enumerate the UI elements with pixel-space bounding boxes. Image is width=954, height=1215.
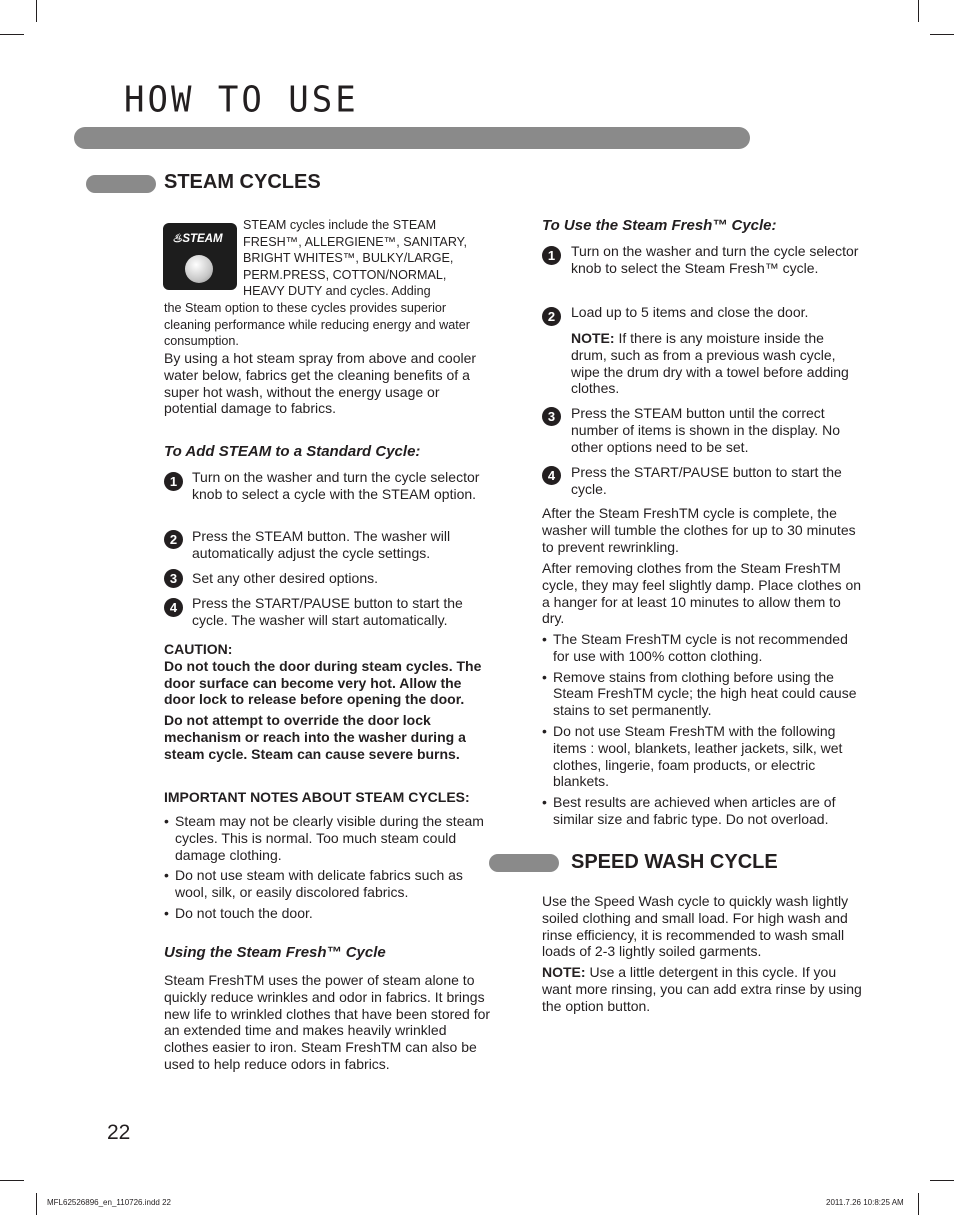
note-label: NOTE: [571, 330, 615, 346]
caution-text-2: Do not attempt to override the door lock mechanism or reach into the washer during a steam cycle. Steam can cause severe burns. [164, 712, 466, 762]
intro-line: PERM.PRESS, COTTON/NORMAL, [243, 267, 447, 282]
steam-fresh-subtitle: Using the Steam Fresh™ Cycle [164, 944, 386, 961]
speed-wash-note [542, 964, 862, 1014]
step-number: 2 [542, 307, 561, 326]
list-item: • Steam may not be clearly visible during the steam cycles. This is normal. Too much steam could damage clothing. [164, 813, 484, 863]
page-number: 22 [107, 1121, 131, 1144]
fresh-step-4: Press the START/PAUSE button to start the cycle. [571, 464, 842, 497]
speed-wash-paragraph: Use the Speed Wash cycle to quickly wash lightly soiled clothing and small load. For high wash and rinse efficiency, it is recommended to wash small loads of 2-3 lightly soiled garments. [542, 893, 849, 960]
add-step-4: Press the START/PAUSE button to start the cycle. The washer will start automatically. [192, 595, 463, 628]
speed-wash-title: SPEED WASH CYCLE [571, 851, 778, 873]
fresh-after-1: After the Steam FreshTM cycle is complete, the washer will tumble the clothes for up to 30 minutes to prevent rewrinkling. [542, 505, 856, 555]
crop-mark [930, 34, 954, 35]
header-bar [74, 127, 750, 149]
intro-line: STEAM cycles include the STEAM [243, 218, 437, 232]
intro-line: HEAVY DUTY and cycles. Adding [243, 284, 431, 298]
steam-fresh-paragraph: Steam FreshTM uses the power of steam alone to quickly reduce wrinkles and odor in fabrics. It brings new life to wrinkled clothes that have been stored for an extended time and makes heavily wrinkled clothes easier to iron. Steam FreshTM can also be used to help reduce odors in fabrics. [164, 972, 491, 1072]
fresh-step-2: Load up to 5 items and close the door. [571, 304, 809, 320]
step-number: 4 [542, 466, 561, 485]
section-pill [86, 175, 156, 193]
fresh-bullets [542, 631, 866, 828]
list-item: • Do not use steam with delicate fabrics such as wool, silk, or easily discolored fabrics. [164, 867, 484, 901]
steam-intro-lines [243, 217, 488, 300]
add-step-2: Press the STEAM button. The washer will automatically adjust the cycle settings. [192, 528, 451, 561]
note-label: NOTE: [542, 964, 586, 980]
section-pill [489, 854, 559, 872]
crop-mark [0, 34, 24, 35]
crop-mark [36, 0, 37, 22]
use-steam-fresh-subtitle: To Use the Steam Fresh™ Cycle: [542, 217, 777, 234]
caution-label: CAUTION: [164, 641, 233, 657]
add-step-3: Set any other desired options. [192, 570, 379, 586]
step-number: 2 [164, 530, 183, 549]
footer-timestamp: 2011.7.26 10:8:25 AM [826, 1198, 904, 1207]
important-notes-list [164, 813, 484, 922]
step-number: 4 [164, 598, 183, 617]
caution-text: Do not touch the door during steam cycles. The door surface can become very hot. Allow the door lock to release before opening the door. [164, 657, 482, 708]
crop-mark [0, 1180, 24, 1181]
fresh-step-3: Press the STEAM button until the correct number of items is shown in the display. No other options need to be set. [571, 405, 840, 455]
step-number: 3 [164, 569, 183, 588]
note-text: If there is any moisture inside the drum, such as from a previous wash cycle, wipe the drum dry with a towel before adding clothes. [571, 330, 849, 397]
intro-line: FRESH™, ALLERGIENE™, SANITARY, [243, 234, 467, 249]
fresh-step-1: Turn on the washer and turn the cycle selector knob to select the Steam Fresh™ cycle. [571, 243, 859, 276]
steam-button-icon [185, 255, 213, 283]
steam-paragraph: By using a hot steam spray from above and cooler water below, fabrics get the cleaning benefits of a super hot wash, without the energy usage or potential damage to fabrics. [164, 350, 477, 417]
fresh-after-2: After removing clothes from the Steam FreshTM cycle, they may feel slightly damp. Place clothes on a hanger for at least 10 minutes to allow them to dry. [542, 560, 862, 627]
steam-intro-continued: the Steam option to these cycles provides superior cleaning performance while reducing energy and water consumption. [164, 301, 470, 348]
list-item: • Remove stains from clothing before using the Steam FreshTM cycle; the high heat could cause stains to set permanently. [542, 669, 866, 719]
steam-panel-label: ♨STEAM [172, 233, 223, 245]
fresh-note [571, 330, 861, 397]
add-steam-subtitle: To Add STEAM to a Standard Cycle: [164, 443, 421, 460]
list-item: • Best results are achieved when articles are of similar size and fabric type. Do not overload. [542, 794, 866, 828]
intro-line: BRIGHT WHITES™, BULKY/LARGE, [243, 251, 454, 265]
step-number: 1 [542, 246, 561, 265]
list-item: • Do not touch the door. [164, 905, 484, 922]
caution-block [164, 641, 484, 763]
steam-button-panel [163, 223, 237, 290]
crop-mark [930, 1180, 954, 1181]
step-number: 3 [542, 407, 561, 426]
list-item: • The Steam FreshTM cycle is not recommended for use with 100% cotton clothing. [542, 631, 866, 665]
crop-mark [918, 0, 919, 22]
crop-mark [36, 1193, 37, 1215]
list-item: • Do not use Steam FreshTM with the following items : wool, blankets, leather jackets, silk, wet clothes, lingerie, foam products, or electric blankets. [542, 723, 866, 790]
footer-file-name: MFL62526896_en_110726.indd 22 [47, 1198, 171, 1207]
page-heading: HOW TO USE [124, 79, 359, 121]
add-step-1: Turn on the washer and turn the cycle selector knob to select a cycle with the STEAM option. [192, 469, 480, 502]
important-notes-title: IMPORTANT NOTES ABOUT STEAM CYCLES: [164, 789, 470, 805]
steam-cycles-title: STEAM CYCLES [164, 171, 321, 193]
crop-mark [918, 1193, 919, 1215]
note-text: Use a little detergent in this cycle. If you want more rinsing, you can add extra rinse by using the option button. [542, 964, 862, 1014]
step-number: 1 [164, 472, 183, 491]
steam-icon: ♨ [172, 233, 183, 245]
